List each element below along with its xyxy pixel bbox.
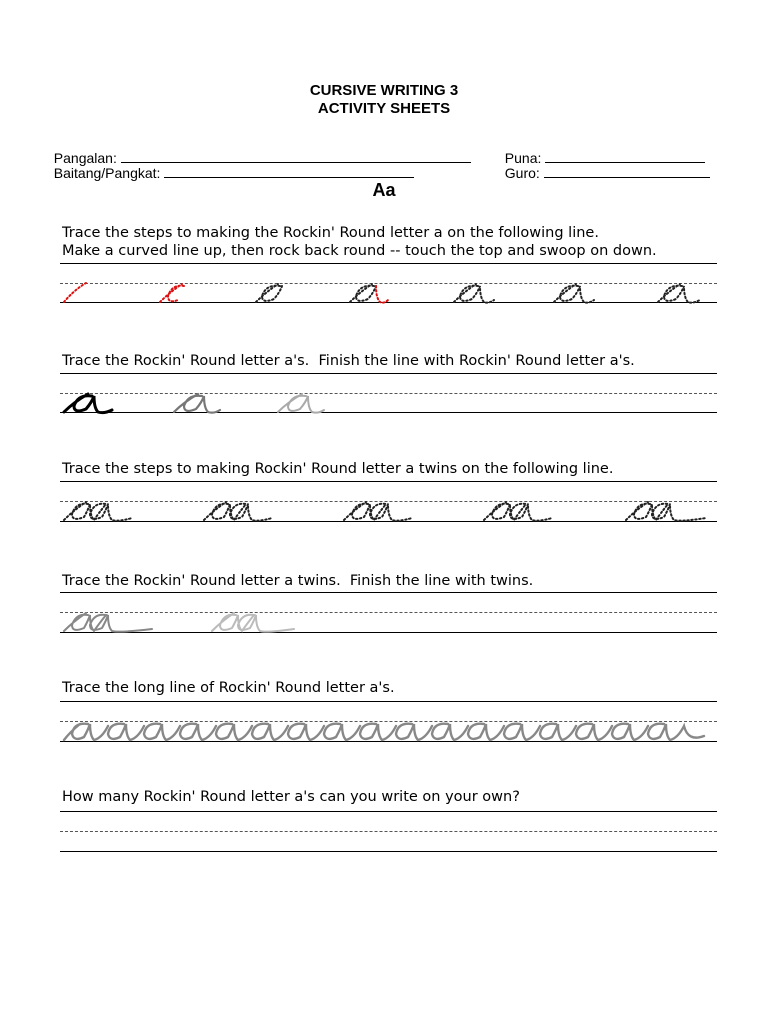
section2-letters	[60, 380, 717, 420]
light-letter-a	[278, 394, 324, 413]
section1-instruction: Trace the steps to making the Rockin' Round letter a on the following line.	[62, 225, 599, 241]
gray-twin-1	[64, 613, 152, 632]
long-line-letter-a-trace	[64, 724, 704, 740]
twin-trace-1	[64, 502, 132, 521]
section1-instruction-2: Make a curved line up, then rock back round -- touch the top and swoop on down.	[62, 243, 657, 259]
gray-letter-a	[174, 394, 220, 413]
section6-base-rule[interactable]	[60, 851, 717, 852]
section3-twin-steps	[60, 488, 717, 528]
section4-twins	[60, 599, 717, 639]
worksheet-subtitle: ACTIVITY SHEETS	[317, 100, 451, 117]
twin-trace-2	[204, 502, 272, 521]
teacher-field	[497, 148, 710, 181]
section1-top-rule	[60, 263, 717, 264]
teacher-label: Guro:	[504, 165, 540, 181]
name-label: Pangalan:	[53, 150, 117, 166]
section5-top-rule	[60, 701, 717, 702]
section6-instruction: How many Rockin' Round letter a's can you write on your own?	[62, 789, 520, 805]
section6-mid-rule[interactable]	[60, 831, 717, 832]
solid-letter-a	[64, 394, 112, 413]
twin-trace-5	[626, 502, 706, 521]
light-twin-2	[212, 613, 294, 632]
remark-label: Puna:	[504, 150, 542, 166]
section3-top-rule	[60, 481, 717, 482]
twin-trace-3	[344, 502, 412, 521]
grade-field	[46, 148, 414, 181]
section2-top-rule	[60, 373, 717, 374]
section4-instruction: Trace the Rockin' Round letter a twins. Finish the line with twins.	[62, 573, 534, 589]
section1-stroke-steps	[60, 270, 717, 310]
worksheet-title: CURSIVE WRITING 3	[309, 82, 459, 99]
letter-heading: Aa	[372, 180, 396, 200]
section3-instruction: Trace the steps to making Rockin' Round letter a twins on the following line.	[62, 461, 614, 477]
grade-label: Baitang/Pangkat:	[53, 165, 161, 181]
section5-instruction: Trace the long line of Rockin' Round letter a's.	[62, 680, 395, 696]
grade-blank[interactable]	[164, 164, 414, 178]
twin-trace-4	[484, 502, 552, 521]
section5-long-line	[60, 708, 717, 748]
step1-stroke	[64, 283, 86, 302]
step4-stroke	[376, 286, 388, 303]
teacher-blank[interactable]	[544, 164, 710, 178]
section4-top-rule	[60, 592, 717, 593]
section6-top-rule[interactable]	[60, 811, 717, 812]
section2-instruction: Trace the Rockin' Round letter a's. Finish the line with Rockin' Round letter a's.	[62, 353, 635, 369]
step2-stroke	[160, 284, 184, 302]
